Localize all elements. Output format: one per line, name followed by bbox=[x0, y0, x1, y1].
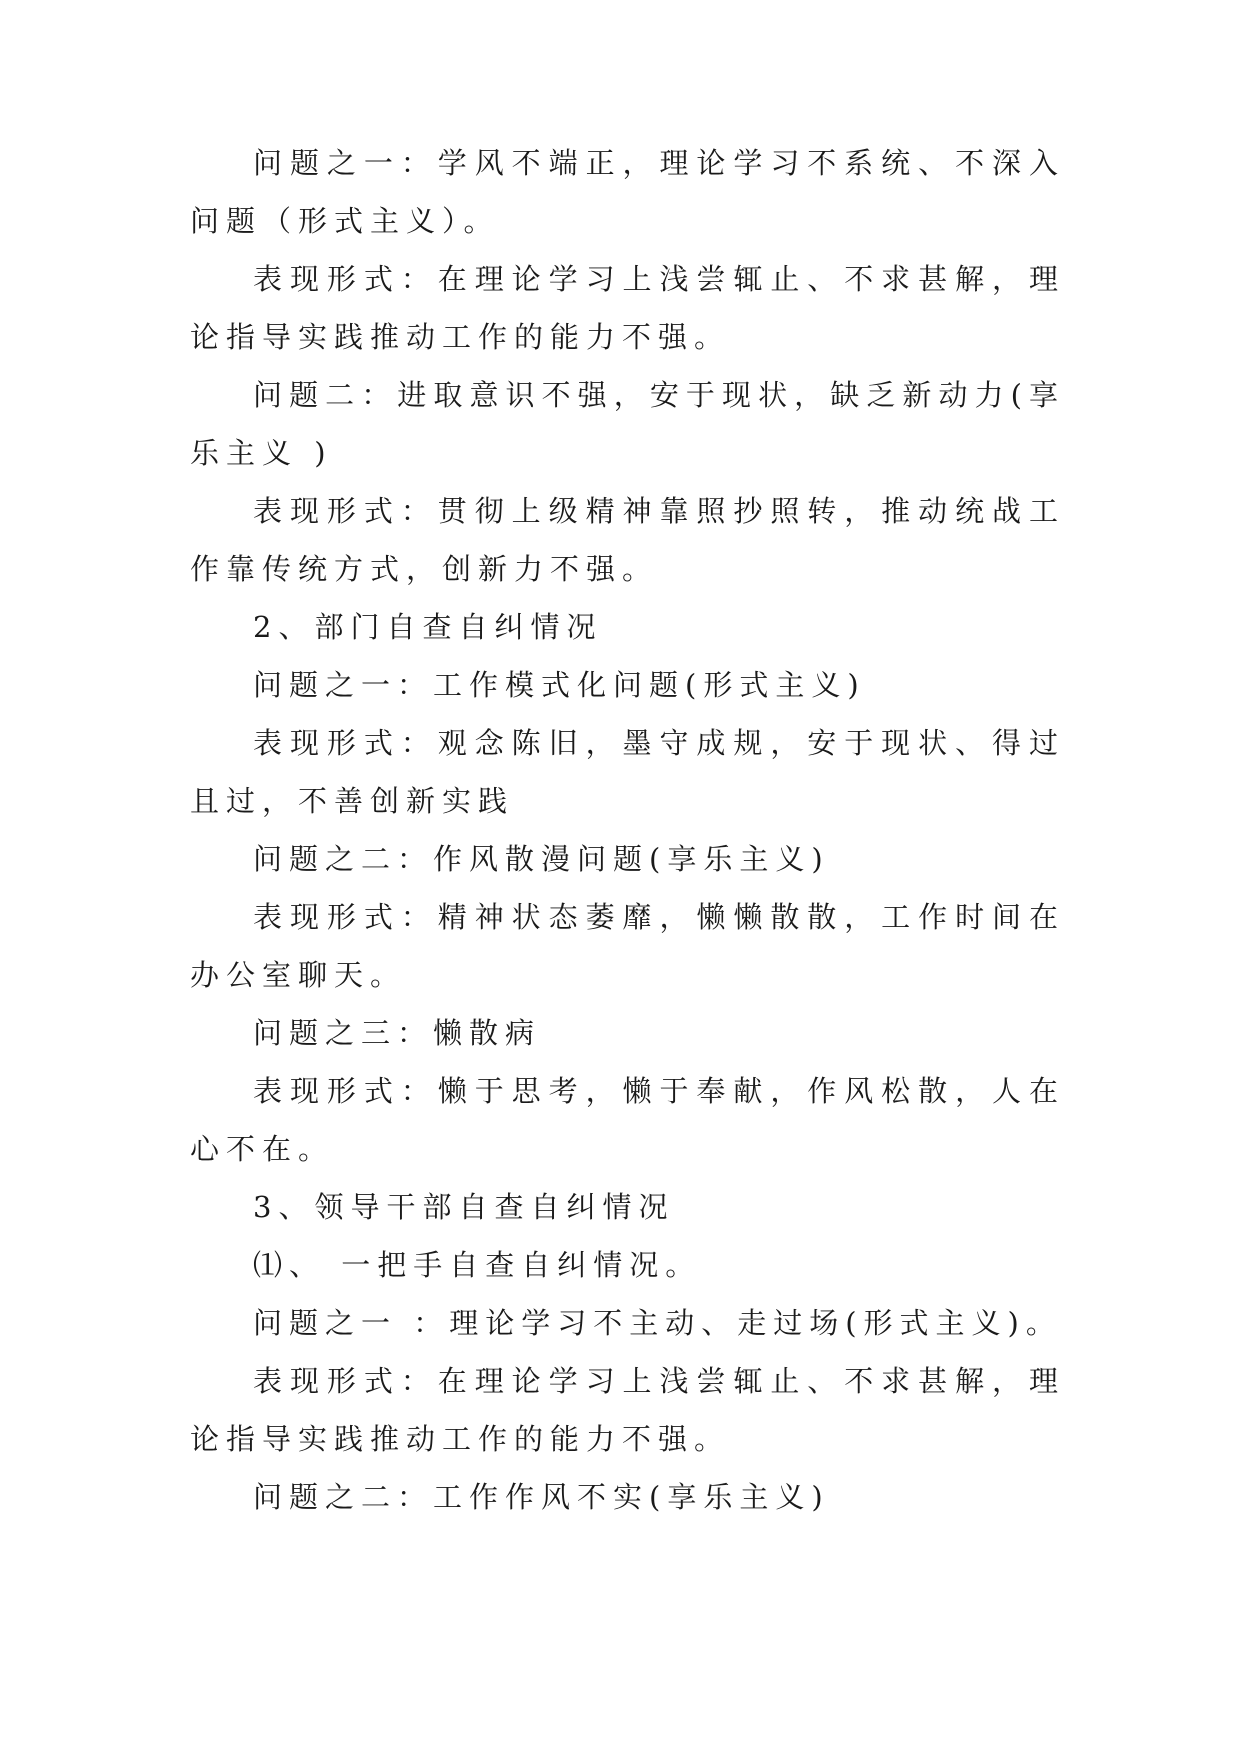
paragraph-dept-issue-3: 问题之三：懒散病 bbox=[253, 1016, 542, 1050]
subsection-heading-top-leader: ⑴、 一把手自查自纠情况。 bbox=[253, 1248, 702, 1282]
paragraph-dept-manifestation-1: 表现形式：观念陈旧，墨守成规，安于现状、得过且过，不善创新实践 bbox=[190, 726, 1065, 818]
paragraph-leader-issue-2: 问题之二：工作作风不实(享乐主义) bbox=[253, 1480, 830, 1514]
paragraph-issue-2-initiative: 问题二：进取意识不强，安于现状，缺乏新动力(享乐主义 ) bbox=[190, 378, 1065, 470]
document-body bbox=[190, 134, 1065, 1526]
paragraph-manifestation-1: 表现形式：在理论学习上浅尝辄止、不求甚解，理论指导实践推动工作的能力不强。 bbox=[190, 262, 1065, 354]
paragraph-manifestation-2: 表现形式：贯彻上级精神靠照抄照转，推动统战工作靠传统方式，创新力不强。 bbox=[190, 494, 1065, 586]
paragraph-issue-1-study-style: 问题之一：学风不端正，理论学习不系统、不深入问题（形式主义）。 bbox=[190, 146, 1065, 238]
section-heading-department: 2、部门自查自纠情况 bbox=[253, 610, 603, 644]
paragraph-leader-manifestation-1: 表现形式：在理论学习上浅尝辄止、不求甚解，理论指导实践推动工作的能力不强。 bbox=[190, 1364, 1065, 1456]
section-heading-leadership: 3、领导干部自查自纠情况 bbox=[253, 1190, 675, 1224]
paragraph-dept-manifestation-3: 表现形式：懒于思考，懒于奉献，作风松散，人在心不在。 bbox=[190, 1074, 1065, 1166]
paragraph-dept-issue-1: 问题之一：工作模式化问题(形式主义) bbox=[253, 668, 866, 702]
paragraph-dept-issue-2: 问题之二：作风散漫问题(享乐主义) bbox=[253, 842, 830, 876]
paragraph-leader-issue-1: 问题之一 ：理论学习不主动、走过场(形式主义)。 bbox=[253, 1306, 1062, 1340]
paragraph-dept-manifestation-2: 表现形式：精神状态萎靡，懒懒散散，工作时间在办公室聊天。 bbox=[190, 900, 1065, 992]
